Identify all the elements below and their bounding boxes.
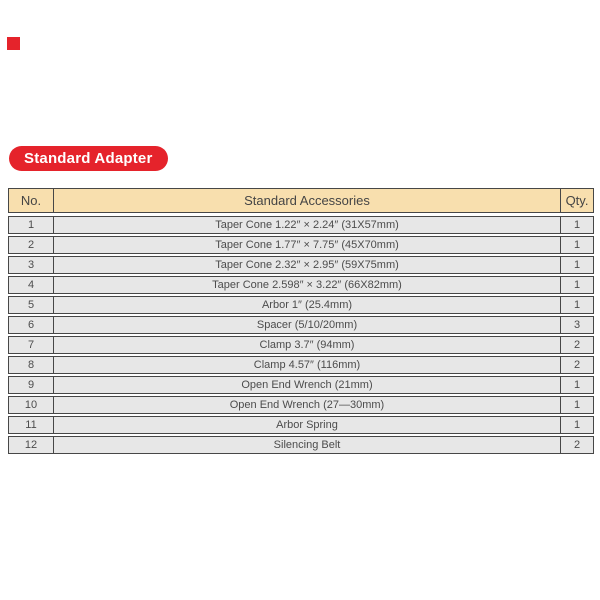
col-header-no: No.	[9, 189, 54, 212]
row-qty-cell: 1	[560, 277, 593, 293]
row-qty-cell: 1	[560, 237, 593, 253]
row-item-cell: Spacer (5/10/20mm)	[256, 319, 358, 331]
row-item-cell: Clamp 4.57″ (116mm)	[253, 359, 361, 371]
row-qty-cell: 2	[560, 337, 593, 353]
accessories-table	[8, 188, 594, 456]
row-item-cell: Arbor 1″ (25.4mm)	[261, 299, 353, 311]
row-no-cell: 3	[9, 257, 54, 273]
row-no-cell: 12	[9, 437, 54, 453]
table-row	[8, 336, 594, 354]
row-item-cell: Taper Cone 1.22″ × 2.24″ (31X57mm)	[215, 219, 399, 231]
row-item-cell: Open End Wrench (21mm)	[241, 379, 373, 391]
table-header-row	[8, 188, 594, 213]
col-header-qty: Qty.	[560, 189, 593, 212]
row-no-cell: 11	[9, 417, 54, 433]
row-qty-cell: 3	[560, 317, 593, 333]
row-no-cell: 8	[9, 357, 54, 373]
table-row	[8, 416, 594, 434]
row-qty-cell: 1	[560, 257, 593, 273]
table-body	[8, 216, 594, 454]
row-no-cell: 1	[9, 217, 54, 233]
table-row	[8, 296, 594, 314]
row-no-cell: 6	[9, 317, 54, 333]
col-header-accessories: Standard Accessories	[244, 193, 370, 208]
row-no-cell: 5	[9, 297, 54, 313]
page-corner-marker	[7, 37, 20, 50]
row-qty-cell: 2	[560, 437, 593, 453]
table-row	[8, 256, 594, 274]
row-item-cell: Taper Cone 1.77″ × 7.75″ (45X70mm)	[215, 239, 399, 251]
row-qty-cell: 2	[560, 357, 593, 373]
table-row	[8, 276, 594, 294]
row-qty-cell: 1	[560, 397, 593, 413]
table-row	[8, 376, 594, 394]
row-item-cell: Open End Wrench (27—30mm)	[229, 399, 385, 411]
row-item-cell: Arbor Spring	[276, 419, 338, 431]
table-row	[8, 236, 594, 254]
table-row	[8, 356, 594, 374]
row-item-cell: Taper Cone 2.598″ × 3.22″ (66X82mm)	[212, 279, 402, 291]
row-no-cell: 10	[9, 397, 54, 413]
row-no-cell: 7	[9, 337, 54, 353]
row-qty-cell: 1	[560, 377, 593, 393]
table-row	[8, 396, 594, 414]
section-title-badge: Standard Adapter	[9, 146, 168, 171]
table-row	[8, 436, 594, 454]
row-qty-cell: 1	[560, 217, 593, 233]
row-no-cell: 2	[9, 237, 54, 253]
row-qty-cell: 1	[560, 297, 593, 313]
row-qty-cell: 1	[560, 417, 593, 433]
row-item-cell: Clamp 3.7″ (94mm)	[259, 339, 355, 351]
table-row	[8, 316, 594, 334]
row-item-cell: Silencing Belt	[273, 439, 341, 451]
row-no-cell: 4	[9, 277, 54, 293]
row-item-cell: Taper Cone 2.32″ × 2.95″ (59X75mm)	[215, 259, 399, 271]
row-no-cell: 9	[9, 377, 54, 393]
table-row	[8, 216, 594, 234]
